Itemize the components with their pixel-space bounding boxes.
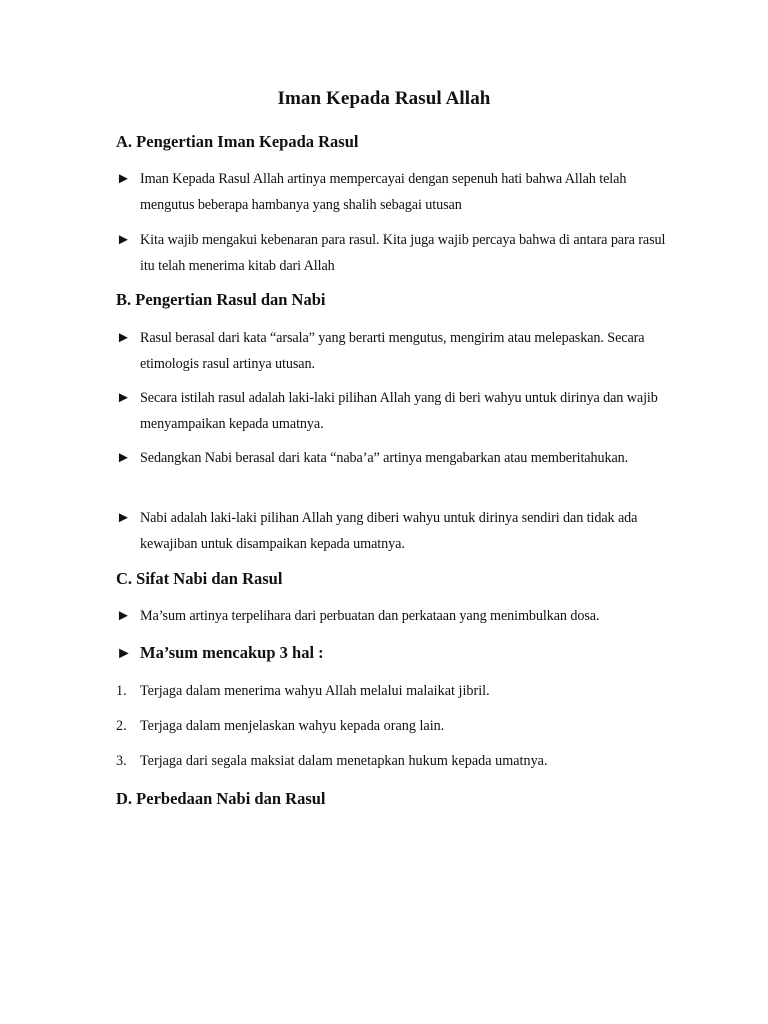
section-b-bullet-3 xyxy=(116,445,676,471)
arrow-right-icon: ► xyxy=(116,645,132,662)
arrow-right-icon: ► xyxy=(116,171,131,187)
list-number: 3. xyxy=(116,753,127,769)
list-text: Terjaga dari segala maksiat dalam menetapkan hukum kepada umatnya. xyxy=(140,753,548,769)
subheading-text: Ma’sum mencakup 3 hal : xyxy=(140,643,324,662)
bullet-text: Ma’sum artinya terpelihara dari perbuatan dan perkataan yang menimbulkan dosa. xyxy=(140,608,600,624)
document-title: Iman Kepada Rasul Allah xyxy=(277,88,491,109)
section-b-bullet-4 xyxy=(116,505,676,557)
section-d-heading: D. Perbedaan Nabi dan Rasul xyxy=(116,789,326,808)
arrow-right-icon: ► xyxy=(116,510,131,526)
section-c-subheading xyxy=(116,643,324,663)
list-number: 2. xyxy=(116,718,127,734)
bullet-text: Secara istilah rasul adalah laki-laki pilihan Allah yang di beri wahyu untuk dirinya dan wajib menyampaikan kepada umatnya. xyxy=(140,390,658,432)
bullet-text: Nabi adalah laki-laki pilihan Allah yang diberi wahyu untuk dirinya sendiri dan tidak ada kewajiban untuk disampaikan kepada umatnya. xyxy=(140,510,638,552)
arrow-right-icon: ► xyxy=(116,450,131,466)
arrow-right-icon: ► xyxy=(116,330,131,346)
bullet-text: Sedangkan Nabi berasal dari kata “naba’a” artinya mengabarkan atau memberitahukan. xyxy=(140,450,629,466)
section-b-bullet-2 xyxy=(116,385,676,437)
numbered-item-3 xyxy=(116,748,676,774)
list-text: Terjaga dalam menerima wahyu Allah melalui malaikat jibril. xyxy=(140,683,490,699)
list-number: 1. xyxy=(116,683,127,699)
section-c-heading: C. Sifat Nabi dan Rasul xyxy=(116,569,283,588)
section-a-bullet-2 xyxy=(116,227,676,279)
arrow-right-icon: ► xyxy=(116,390,131,406)
numbered-item-2 xyxy=(116,713,676,739)
list-text: Terjaga dalam menjelaskan wahyu kepada orang lain. xyxy=(140,718,445,734)
section-b-bullet-1 xyxy=(116,325,676,377)
section-c-bullet-1 xyxy=(116,603,676,629)
section-b-heading: B. Pengertian Rasul dan Nabi xyxy=(116,290,326,309)
section-a-heading: A. Pengertian Iman Kepada Rasul xyxy=(116,132,359,151)
bullet-text: Rasul berasal dari kata “arsala” yang berarti mengutus, mengirim atau melepaskan. Secara etimologis rasul artinya utusan. xyxy=(140,330,645,372)
numbered-item-1 xyxy=(116,678,676,704)
section-a-bullet-1 xyxy=(116,166,676,218)
arrow-right-icon: ► xyxy=(116,232,131,248)
bullet-text: Kita wajib mengakui kebenaran para rasul. Kita juga wajib percaya bahwa di antara para rasul itu telah menerima kitab dari Allah xyxy=(140,232,666,274)
bullet-text: Iman Kepada Rasul Allah artinya mempercayai dengan sepenuh hati bahwa Allah telah mengutus beberapa hambanya yang shalih sebagai utusan xyxy=(140,171,627,213)
arrow-right-icon: ► xyxy=(116,608,131,624)
